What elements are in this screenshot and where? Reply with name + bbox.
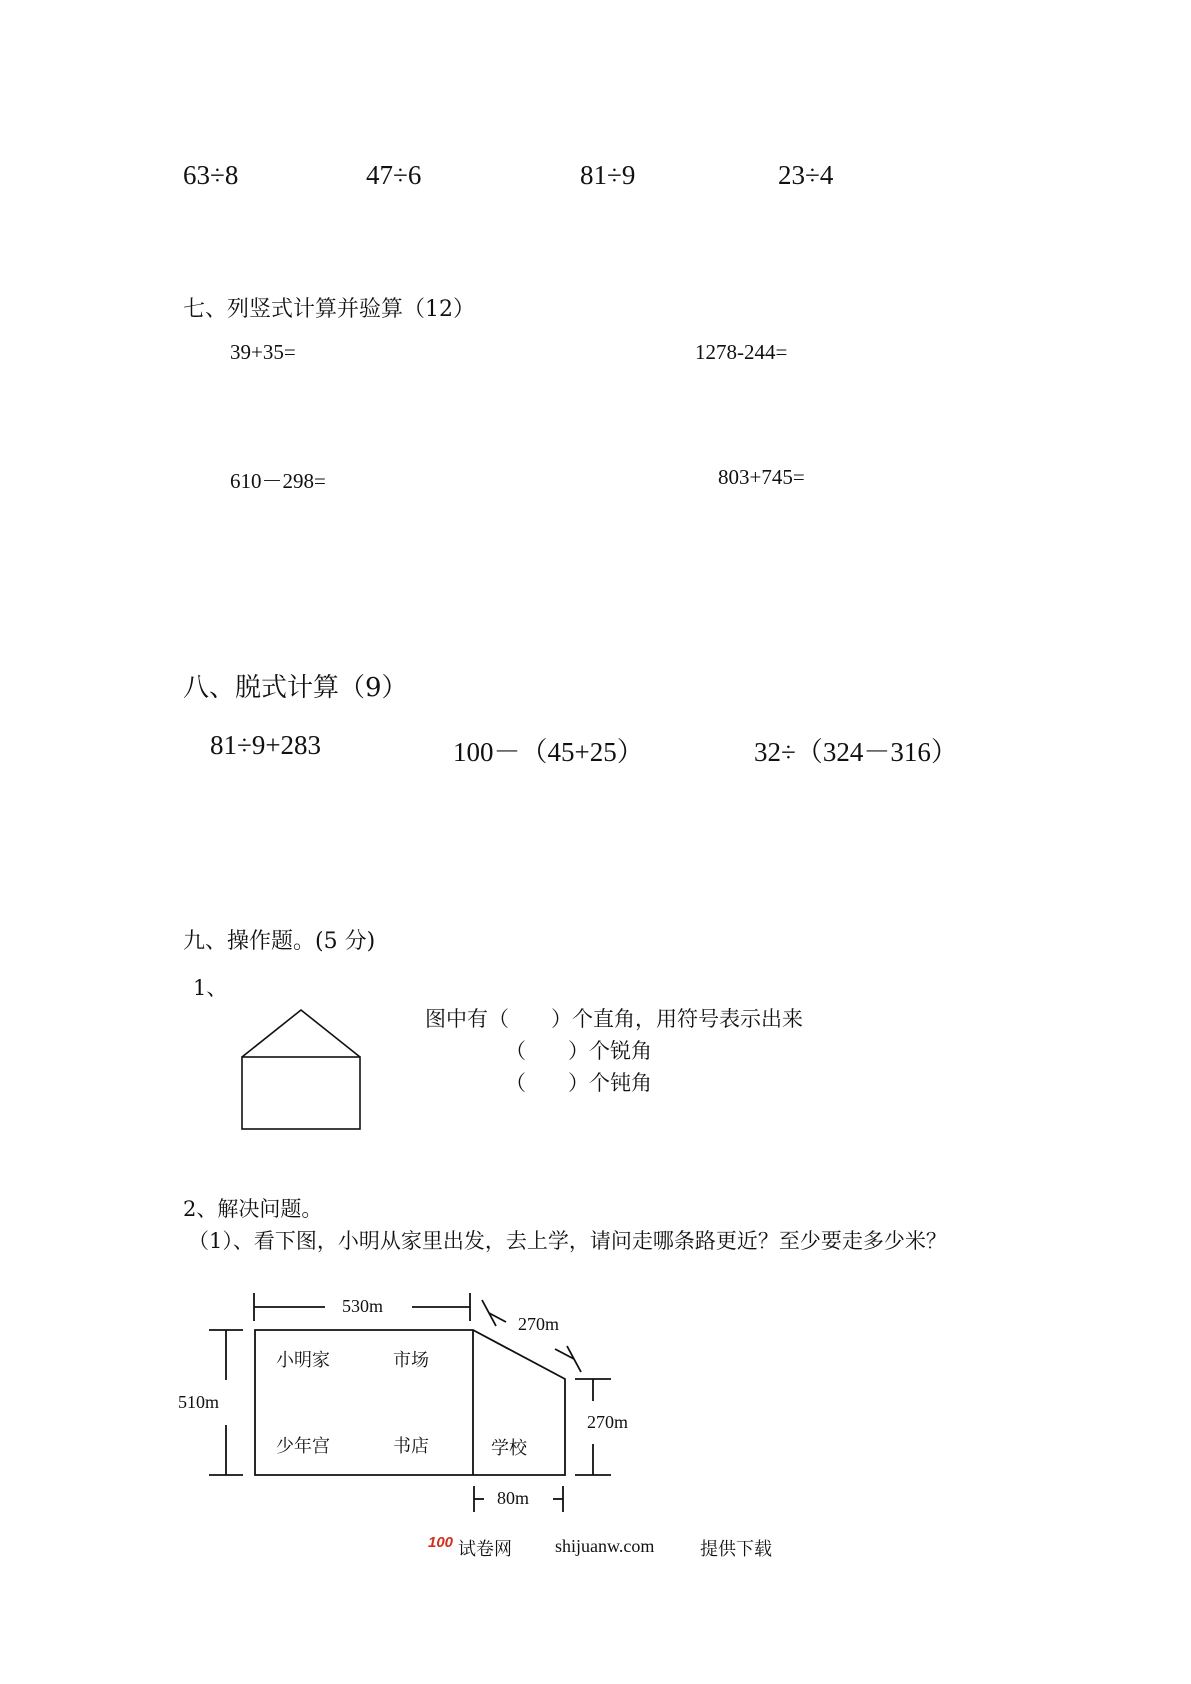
step-calc-problem: 32÷（324－316） [754,737,958,767]
distance-label: 270m [587,1412,629,1432]
distance-label: 530m [342,1296,384,1316]
section-9-title: 九、操作题。(5 分) [183,929,376,954]
question-2-title: 2、解决问题。 [183,1197,323,1221]
angle-question-line: （ ）个钝角 [505,1071,652,1095]
step-calc-problem: 81÷9+283 [210,730,322,760]
place-label: 少年宫 [276,1436,330,1457]
question-1-number: 1、 [193,976,228,1000]
vertical-calc-problem: 1278-244= [695,340,788,364]
angle-question-line: （ ）个锐角 [505,1039,652,1063]
place-label: 市场 [393,1350,429,1371]
vertical-calc-problem: 803+745= [718,465,805,489]
step-calc-problem: 100－（45+25） [453,737,644,767]
division-problem: 63÷8 [183,160,239,190]
site-url: shijuanw.com [555,1536,655,1556]
distance-label: 270m [518,1314,560,1334]
division-problem: 47÷6 [366,160,422,190]
site-name: 试卷网 [458,1539,512,1560]
question-2-text: （1）、看下图，小明从家里出发，去上学，请问走哪条路更近？至少要走多少米？ [188,1229,947,1253]
house-body [242,1057,360,1129]
house-roof [242,1010,360,1057]
place-label: 小明家 [276,1350,330,1371]
place-label: 学校 [491,1438,527,1459]
division-problem: 23÷4 [778,160,834,190]
distance-label: 80m [497,1488,530,1508]
division-problem: 81÷9 [580,160,636,190]
place-label: 书店 [393,1436,429,1457]
distance-label: 510m [178,1392,220,1412]
vertical-calc-problem: 39+35= [230,340,296,364]
download-note: 提供下载 [700,1539,772,1560]
angle-question-line: 图中有（ ）个直角，用符号表示出来 [425,1007,803,1031]
section-7-title: 七、列竖式计算并验算（12） [183,297,475,322]
section-8-title: 八、脱式计算（9） [183,673,408,703]
vertical-calc-problem: 610－298= [230,469,326,493]
site-logo: 100 [428,1534,454,1551]
house-figure [242,1010,360,1129]
